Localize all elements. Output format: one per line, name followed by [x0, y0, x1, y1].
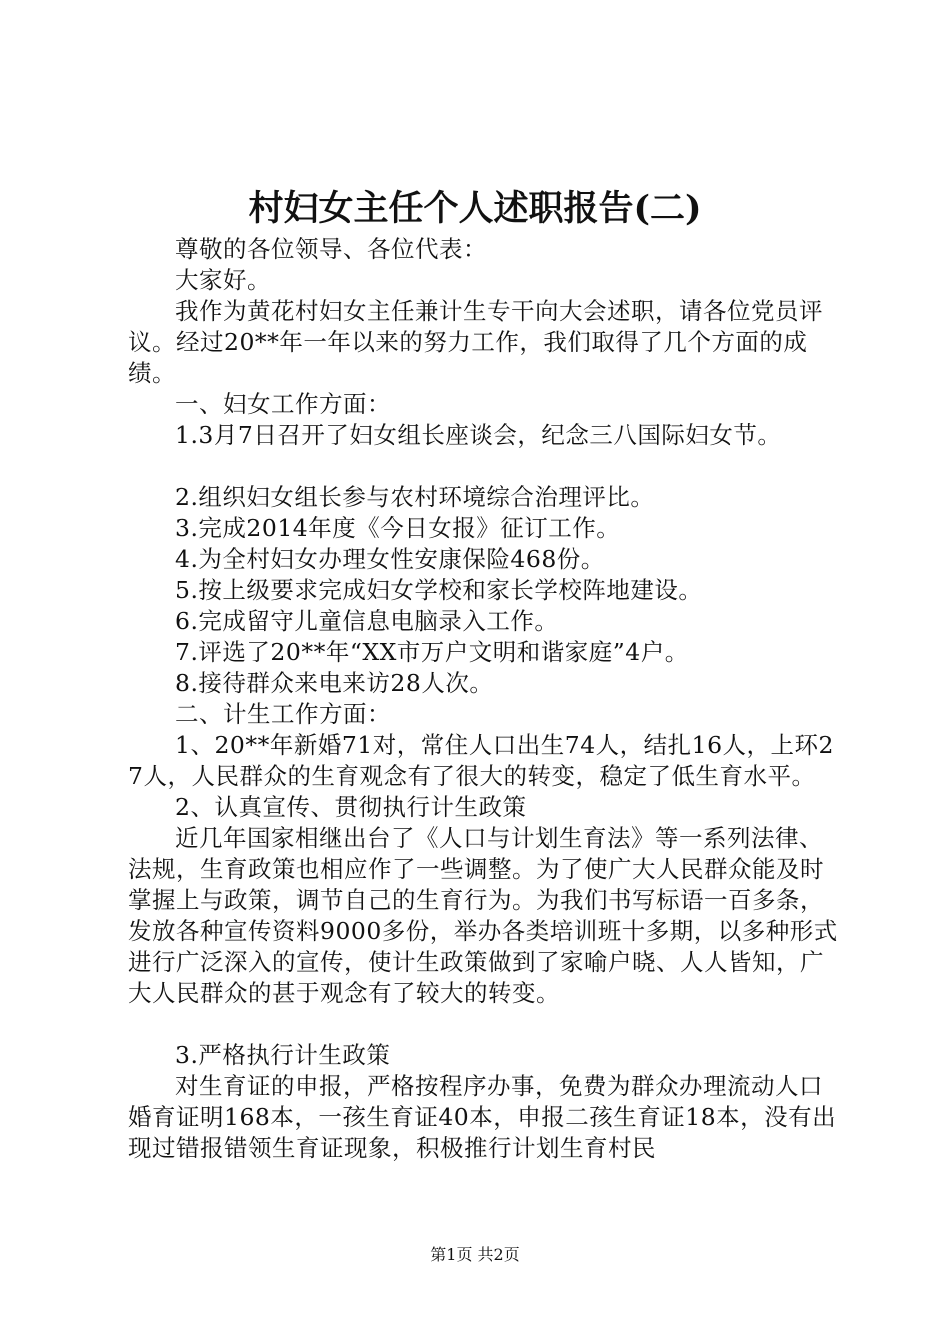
greeting: 大家好。	[175, 266, 271, 294]
stats-paragraph: 1、20**年新婚71对，常住人口出生74人，结扎16人，上环27人，人民群众的生育观念有了很大的转变，稳定了低生育水平。	[128, 731, 835, 790]
list-item: 8.接待群众来电来访28人次。	[175, 669, 494, 697]
page-title: 村妇女主任个人述职报告(二)	[248, 188, 702, 229]
list-item: 3.完成2014年度《今日女报》征订工作。	[175, 514, 621, 542]
list-item: 1.3月7日召开了妇女组长座谈会，纪念三八国际妇女节。	[175, 421, 782, 449]
list-item: 2.组织妇女组长参与农村环境综合治理评比。	[175, 483, 655, 511]
document-body	[128, 234, 838, 1164]
page-footer: 第1页 共2页	[430, 1245, 520, 1264]
list-item: 6.完成留守儿童信息电脑录入工作。	[175, 607, 559, 635]
policy-paragraph: 近几年国家相继出台了《人口与计划生育法》等一系列法律、法规，生育政策也相应作了一些调整。为了使广大人民群众能及时掌握上与政策，调节自己的生育行为。为我们书写标语一百多条，发放各种宣传资料9000多份，举办各类培训班十多期，以多种形式进行广泛深入的宣传，使计生政策做到了家喻户晓、人人皆知，广大人民群众的甚于观念有了较大的转变。	[128, 824, 838, 1007]
list-item: 4.为全村妇女办理女性安康保险468份。	[175, 545, 605, 573]
section-heading-women: 一、妇女工作方面：	[175, 390, 391, 418]
salutation: 尊敬的各位领导、各位代表：	[175, 235, 487, 263]
list-item: 7.评选了20**年“XX市万户文明和谐家庭”4户。	[175, 638, 689, 666]
subsection-heading: 2、认真宣传、贯彻执行计生政策	[175, 793, 527, 821]
section-heading-family-planning: 二、计生工作方面：	[175, 700, 391, 728]
list-item: 5.按上级要求完成妇女学校和家长学校阵地建设。	[175, 576, 703, 604]
certificate-paragraph: 对生育证的申报，严格按程序办事，免费为群众办理流动人口婚育证明168本，一孩生育证40本，申报二孩生育证18本，没有出现过错报错领生育证现象，积极推行计划生育村民	[128, 1072, 837, 1162]
intro-paragraph: 我作为黄花村妇女主任兼计生专干向大会述职，请各位党员评议。经过20**年一年以来的努力工作，我们取得了几个方面的成绩。	[128, 297, 823, 387]
subsection-heading: 3.严格执行计生政策	[175, 1041, 391, 1069]
